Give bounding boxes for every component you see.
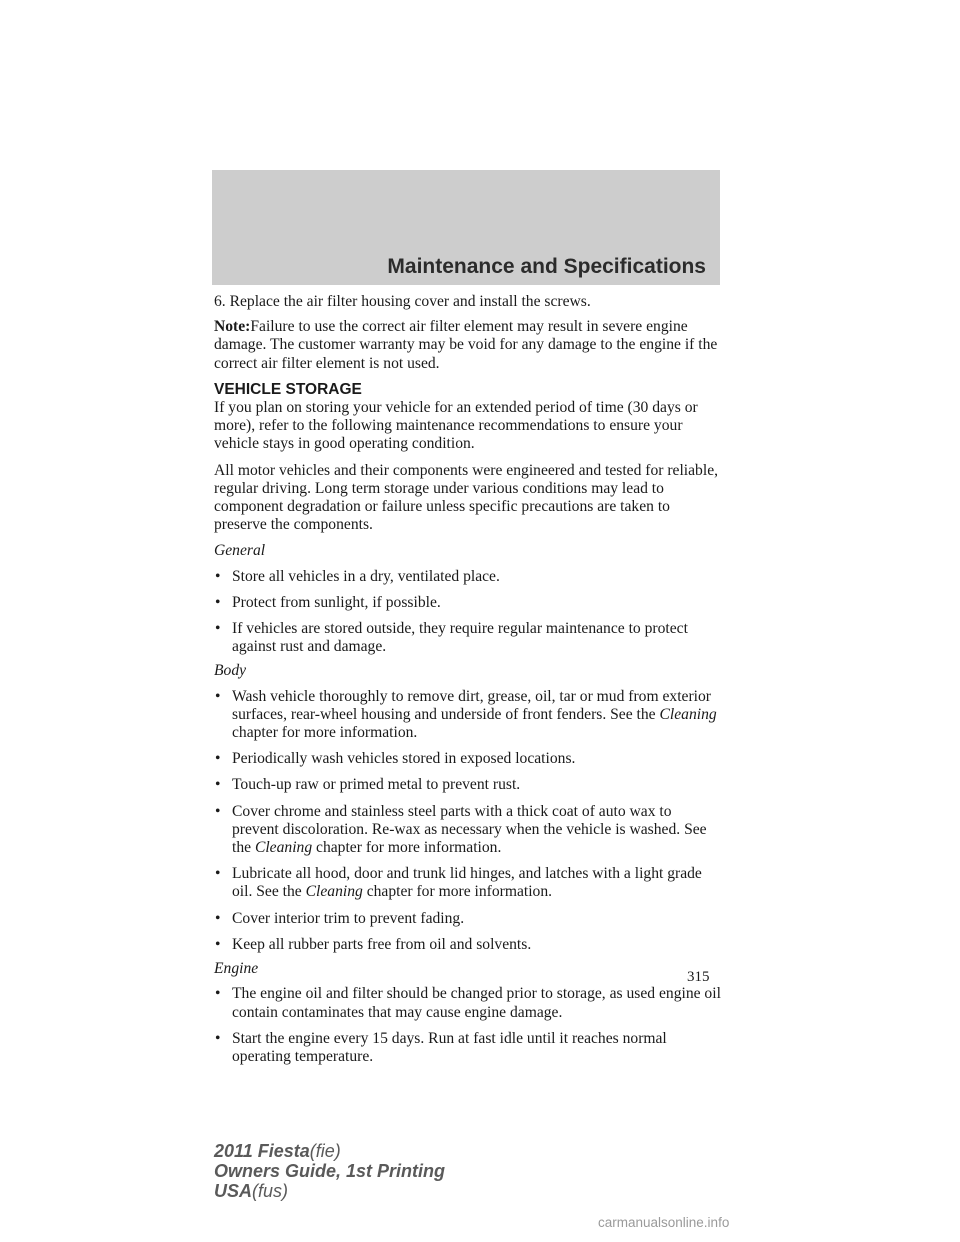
bullet-icon: • [215,985,221,1003]
note-paragraph [214,318,722,373]
note-text: Failure to use the correct air filter element may result in severe engine damage. The customer warranty may be void for any damage to the engine if the correct air filter element is not used. [214,318,718,372]
bullet-icon: • [215,593,221,611]
list-item-text: Store all vehicles in a dry, ventilated place. [232,567,500,585]
note-label: Note: [214,318,251,336]
footer-model-code: (fie) [309,1141,341,1161]
bullet-icon: • [215,935,221,953]
bullet-icon: • [215,865,221,883]
footer-model-line [214,1141,445,1161]
bullet-icon: • [215,620,221,638]
list-item [214,985,722,1021]
section-heading-vehicle-storage: VEHICLE STORAGE [214,380,362,398]
list-item-text: Touch-up raw or primed metal to prevent rust. [232,776,521,794]
subheading-general: General [214,542,266,560]
list-item [214,620,722,656]
list-item [214,865,722,901]
cleaning-chapter-reference: Cleaning [305,883,363,901]
list-item-text: The engine oil and filter should be changed prior to storage, as used engine oil contain contaminates that may cause engine damage. [232,985,721,1021]
list-item [214,936,722,954]
list-item-text: Keep all rubber parts free from oil and solvents. [232,935,532,953]
cleaning-chapter-reference: Cleaning [659,705,717,723]
list-item-text: chapter for more information. [232,724,418,742]
list-item [214,688,722,743]
storage-intro-paragraph: If you plan on storing your vehicle for an extended period of time (30 days or more), refer to the following maintenance recommendations to ensure your vehicle stays in good operating condition. [214,399,698,453]
bullet-icon: • [215,802,221,820]
list-item-text: Periodically wash vehicles stored in exposed locations. [232,750,576,768]
body-list [214,688,722,954]
list-item [214,750,722,768]
list-item-text: Cover chrome and stainless steel parts with a thick coat of auto wax to prevent discoloration. Re-wax as necessary when the vehicle is washed. See the [232,802,707,857]
footer-guide-line: Owners Guide, 1st Printing [214,1161,446,1181]
footer-model: 2011 Fiesta [214,1141,310,1161]
list-item-text: chapter for more information. [362,883,553,901]
list-item-text: Cover interior trim to prevent fading. [232,909,465,927]
page-number: 315 [687,969,710,985]
list-item-text: chapter for more information. [312,839,502,857]
engine-list [214,985,722,1066]
general-list [214,568,722,657]
list-item [214,568,722,586]
bullet-icon: • [215,687,221,705]
section-header-band [212,170,720,285]
footer-market-code: (fus) [252,1181,289,1201]
bullet-icon: • [215,909,221,927]
cleaning-chapter-reference: Cleaning [254,839,313,857]
bullet-icon: • [215,1029,221,1047]
list-item-text: Lubricate all hood, door and trunk lid hinges, and latches with a light grade oil. See the [232,865,702,901]
list-item-text: Protect from sunlight, if possible. [232,593,441,611]
subheading-body: Body [214,662,247,680]
list-item [214,910,722,928]
page-content [214,293,722,1074]
section-title: Maintenance and Specifications [387,255,706,278]
list-item [214,594,722,612]
bullet-icon: • [215,776,221,794]
step-6-text: 6. Replace the air filter housing cover and install the screws. [214,293,591,310]
footer-market-line [214,1181,445,1201]
list-item-text: If vehicles are stored outside, they require regular maintenance to protect against rust and damage. [232,620,688,656]
storage-precautions-paragraph: All motor vehicles and their components were engineered and tested for reliable, regular driving. Long term storage under various conditions may lead to component degradation or failure unless specific precautions are taken to preserve the components. [214,461,719,534]
list-item [214,1030,722,1066]
bullet-icon: • [215,567,221,585]
list-item [214,803,722,858]
footer-market: USA [214,1181,253,1201]
list-item-text: Wash vehicle thoroughly to remove dirt, grease, oil, tar or mud from exterior surfaces, rear-wheel housing and underside of front fenders. See the [232,687,711,723]
print-footer [214,1141,445,1201]
watermark-text: carmanualsonline.info [598,1215,730,1230]
list-item [214,776,722,794]
bullet-icon: • [215,750,221,768]
subheading-engine: Engine [214,960,259,978]
list-item-text: Start the engine every 15 days. Run at fast idle until it reaches normal operating temperature. [232,1029,667,1065]
